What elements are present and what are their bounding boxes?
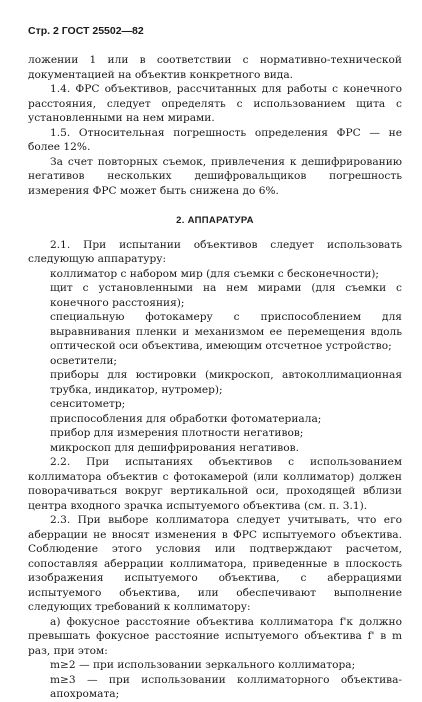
list-item: специальную фотокамеру с приспособлением для выравнивания пленки и механизмом ее перемещения вдоль оптической оси объектива, имеющим отсчетное устройство; bbox=[50, 311, 402, 352]
list-item: осветители; bbox=[50, 354, 117, 367]
document-body bbox=[28, 53, 402, 702]
paragraph: 1.4. ФРС объективов, рассчитанных для работы с конечного расстояния, следует определять с использованием щита с установленными на нем мирами. bbox=[28, 83, 402, 124]
list-item: щит с установленными на нем мирами (для съемки с конечного расстояния); bbox=[50, 282, 402, 309]
paragraph: 1.5. Относительная погрешность определения ФРС — не более 12%. bbox=[28, 126, 402, 153]
paragraph: За счет повторных съемок, привлечения к дешифрированию негативов нескольких дешифровальщиков погрешность измерения ФРС может быть снижена до 6%. bbox=[28, 155, 402, 197]
list-item: коллиматор с набором мир (для съемки с бесконечности); bbox=[50, 267, 379, 280]
list-item: приспособления для обработки фотоматериала; bbox=[50, 412, 322, 425]
paragraph: ложении 1 или в соответствии с нормативно-технической документацией на объектив конкретного вида. bbox=[28, 54, 402, 81]
list-item: прибор для измерения плотности негативов; bbox=[50, 427, 304, 439]
section-title: 2. АППАРАТУРА bbox=[176, 215, 254, 226]
page-header: Стр. 2 ГОСТ 25502—82 bbox=[28, 25, 144, 37]
paragraph: 2.3. При выборе коллиматора следует учитывать, что его аберрации не вносят изменения в ФРС испытуемого объектива. Соблюдение этого условия или подтверждают расчетом, сопоставляя аберрации коллиматора, приведенные в плоскость изображения испытуемого объектива, с аберрациями испытуемого объектива, или обеспечивают выполнение следующих требований к коллиматору: bbox=[28, 514, 402, 613]
paragraph: 2.1. При испытании объективов следует использовать следующую аппаратуру: bbox=[28, 238, 402, 265]
list-item: m≥3 — при использовании коллиматорного объектива-апохромата; bbox=[50, 673, 402, 700]
list-item: микроскоп для дешифрирования негативов. bbox=[50, 441, 299, 454]
paragraph: а) фокусное расстояние объектива коллиматора f'к должно превышать фокусное расстояние испытуемого объектива f' в m раз, при этом: bbox=[28, 615, 402, 657]
list-item: m≥2 — при использовании зеркального коллиматора; bbox=[50, 659, 356, 671]
list-item: сенситометр; bbox=[50, 398, 126, 410]
list-item: приборы для юстировки (микроскоп, автоколлимационная трубка, индикатор, нутромер); bbox=[50, 369, 402, 396]
paragraph: 2.2. При испытаниях объективов с использованием коллиматора объектив с фотокамерой (или коллиматор) должен поворачиваться вокруг вертикальной оси, проходящей вблизи центра входного зрачка испытуемого объектива (см. п. 3.1). bbox=[28, 456, 402, 512]
